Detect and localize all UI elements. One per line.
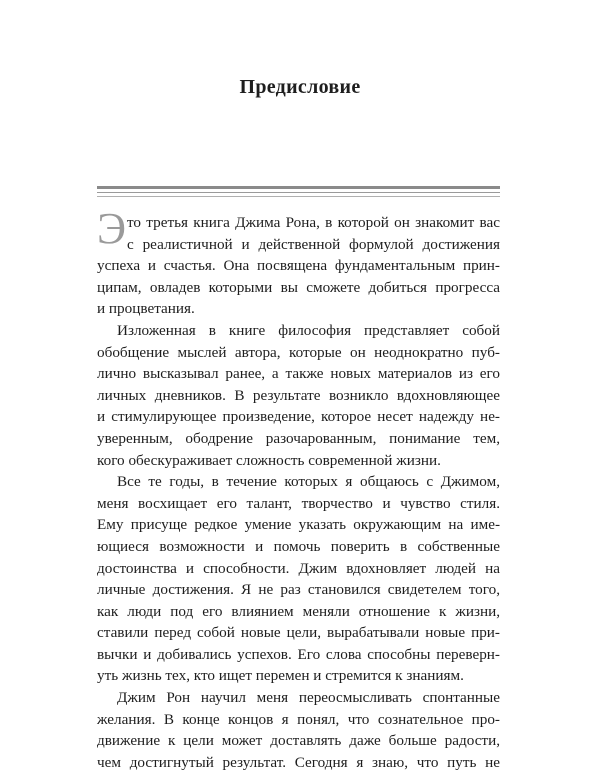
text-line: чем достигнутый результат. Сегодня я знаю, что путь не — [97, 753, 500, 771]
text-line: ципам, овладев которыми вы сможете добиться прогресса — [97, 278, 500, 296]
text-line: и стимулирующее произведение, которое несет надежду не- — [97, 408, 500, 426]
text-line: Джим Рон научил меня переосмысливать спонтанные — [117, 689, 500, 707]
text-line: как люди под его влиянием меняли отношение к жизни, — [97, 602, 500, 620]
drop-cap: Э — [97, 204, 127, 253]
text-line: движение к цели может доставлять даже больше радости, — [97, 732, 500, 750]
text-line: уверенным, ободрение разочарованным, понимание тем, — [97, 429, 500, 447]
text-line: меня восхищает его талант, творчество и чувство стиля. — [97, 494, 500, 512]
text-line: лично высказывал ранее, а также новых материалов из его — [97, 365, 500, 383]
text-line: вычки и добивались успехов. Его слова способны переверн- — [97, 645, 500, 663]
title-rule-thin-2 — [97, 196, 500, 197]
text-line: Все те годы, в течение которых я общаюсь с Джимом, — [117, 473, 500, 491]
title-rule-thick — [97, 186, 500, 189]
page-title: Предисловие — [239, 76, 361, 98]
text-line: ставили перед собой новые цели, вырабатывали новые при- — [97, 624, 500, 642]
title-rule-thin — [97, 192, 500, 193]
text-line: с реалистичной и действенной формулой достижения — [127, 235, 500, 253]
body-text — [97, 212, 500, 773]
text-line: обобщение мыслей автора, которые он неоднократно пуб- — [97, 343, 500, 361]
text-line: уть жизнь тех, кто ищет перемен и стремится к знаниям. — [97, 667, 464, 685]
text-line: успеха и счастья. Она посвящена фундаментальным прин- — [97, 257, 500, 275]
text-line: личные достижения. Я не раз становился свидетелем того, — [97, 581, 500, 599]
text-line: то третья книга Джима Рона, в которой он знакомит вас — [127, 214, 500, 231]
text-line: Ему присуще редкое умение указать окружающим на име- — [97, 516, 500, 534]
text-line: и процветания. — [97, 300, 195, 318]
text-line: кого обескураживает сложность современной жизни. — [97, 451, 441, 469]
text-line: личных дневников. В результате возникло вдохновляющее — [97, 386, 500, 404]
text-line: Изложенная в книге философия представляет собой — [117, 321, 500, 339]
text-line: ющиеся возможности и помочь поверить в собственные — [97, 537, 500, 555]
text-line: желания. В конце концов я понял, что сознательное про- — [97, 710, 500, 728]
text-line: достоинства и способности. Джим вдохновляет людей на — [97, 559, 500, 577]
